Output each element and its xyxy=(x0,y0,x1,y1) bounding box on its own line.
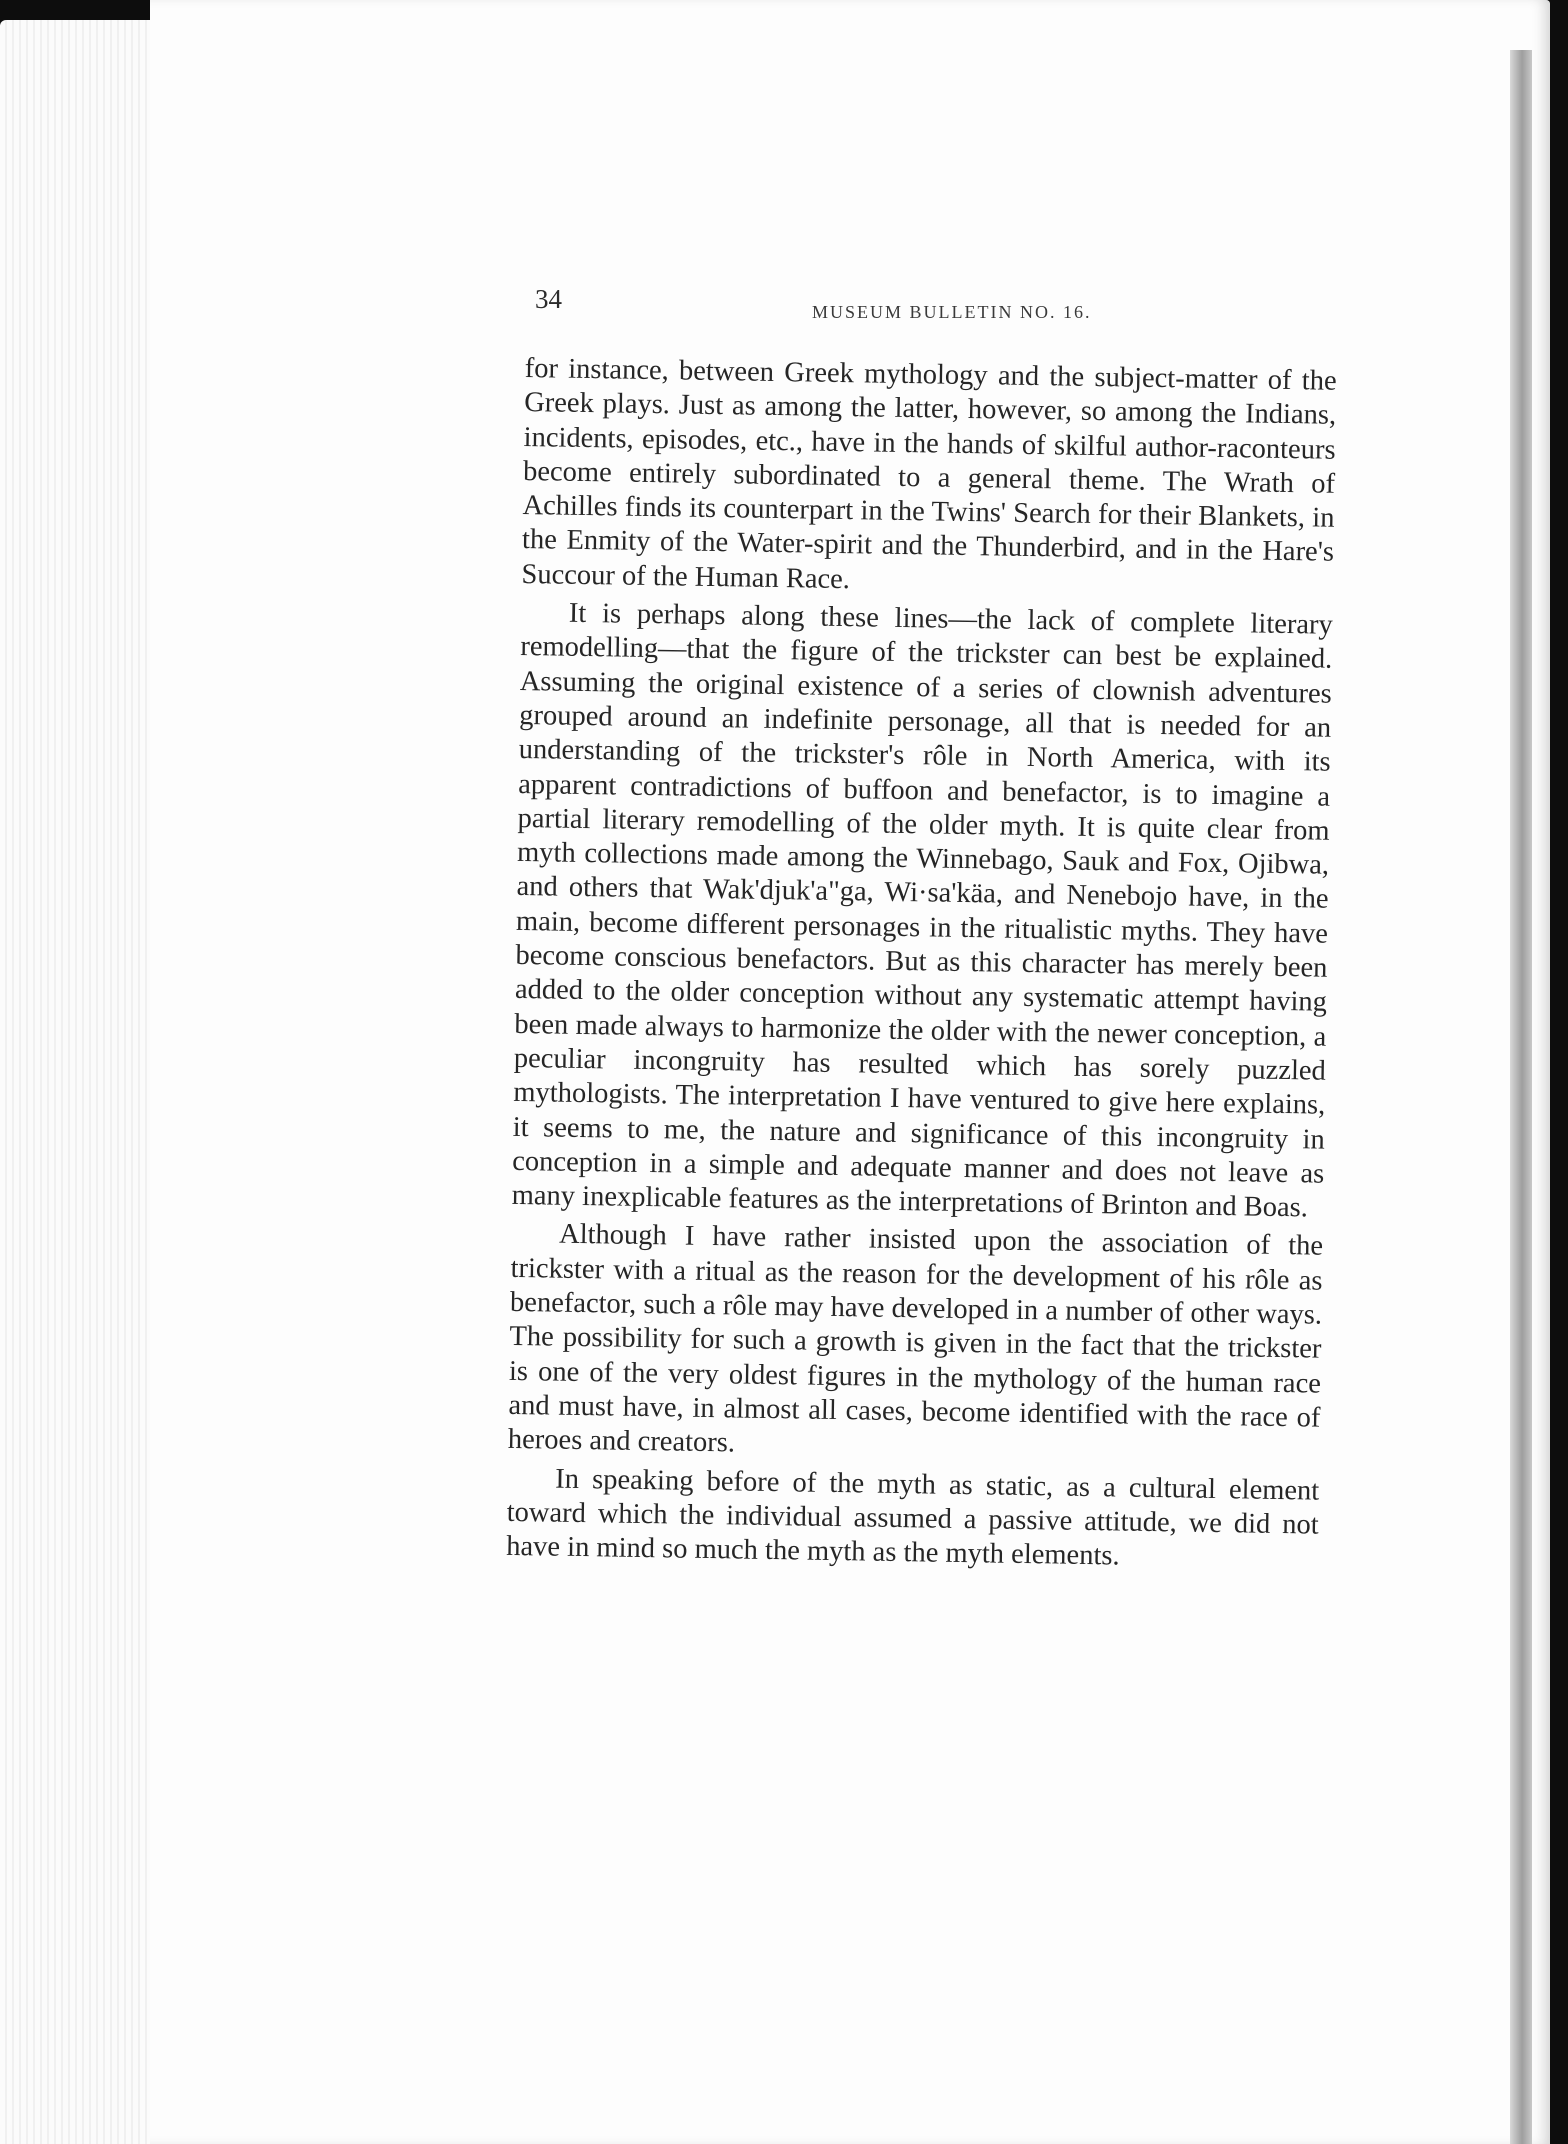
running-head: MUSEUM BULLETIN NO. 16. xyxy=(812,302,1092,322)
paragraph-2: It is perhaps along these lines—the lack of complete literary remodelling—that the figure of the trickster can best be explained. Assuming the original existence of a series of clownish adventures grouped around an indefinite personage, all that is needed for an understanding of the trickster's rôle in North America, with its apparent contradictions of buffoon and benefactor, is to imagine a partial literary remodelling of the older myth. It is quite clear from myth collections made among the Winnebago, Sauk and Fox, Ojibwa, and others that Wak'djuk'a"ga, Wi·sa'käa, and Nenebojo have, in the main, become different personages in the ritualistic myths. They have become conscious benefactors. But as this character has merely been added to the older conception without any systematic attempt having been made always to harmonize the older with the newer conception, a peculiar incongruity has resulted which has sorely puzzled mythologists. The interpretation I have ventured to give here explains, it seems to me, the nature and significance of this incongruity in conception in a simple and adequate manner and does not leave as many inexplicable features as the interpretations of Brinton and Boas. xyxy=(511,597,1334,1224)
binding-gutter xyxy=(1510,50,1532,2144)
paragraph-3: Although I have rather insisted upon the association of the trickster with a ritual as the reason for the development of his rôle as benefactor, such a rôle may have developed in a number of other ways. The possibility for such a growth is given in the fact that the trickster is one of the very oldest figures in the mythology of the human race and must have, in almost all cases, become identified with the race of heroes and creators. xyxy=(507,1219,1324,1459)
body-text xyxy=(506,352,1337,1581)
stacked-page-edges xyxy=(0,20,175,2144)
paragraph-1: for instance, between Greek mythology and the subject-matter of the Greek plays. Just as among the latter, however, so among the Indians, incidents, episodes, etc., have in the hands of skilful author-raconteurs become entirely subordinated to a general theme. The Wrath of Achilles finds its counterpart in the Twins' Search for their Blankets, in the Enmity of the Water-spirit and the Thunderbird, and in the Hare's Succour of the Human Race. xyxy=(521,352,1337,595)
paragraph-4: In speaking before of the myth as static, as a cultural element toward which the individual assumed a passive attitude, we did not have in mind so much the myth as the myth elements. xyxy=(505,1463,1320,1572)
page-number: 34 xyxy=(535,284,562,314)
